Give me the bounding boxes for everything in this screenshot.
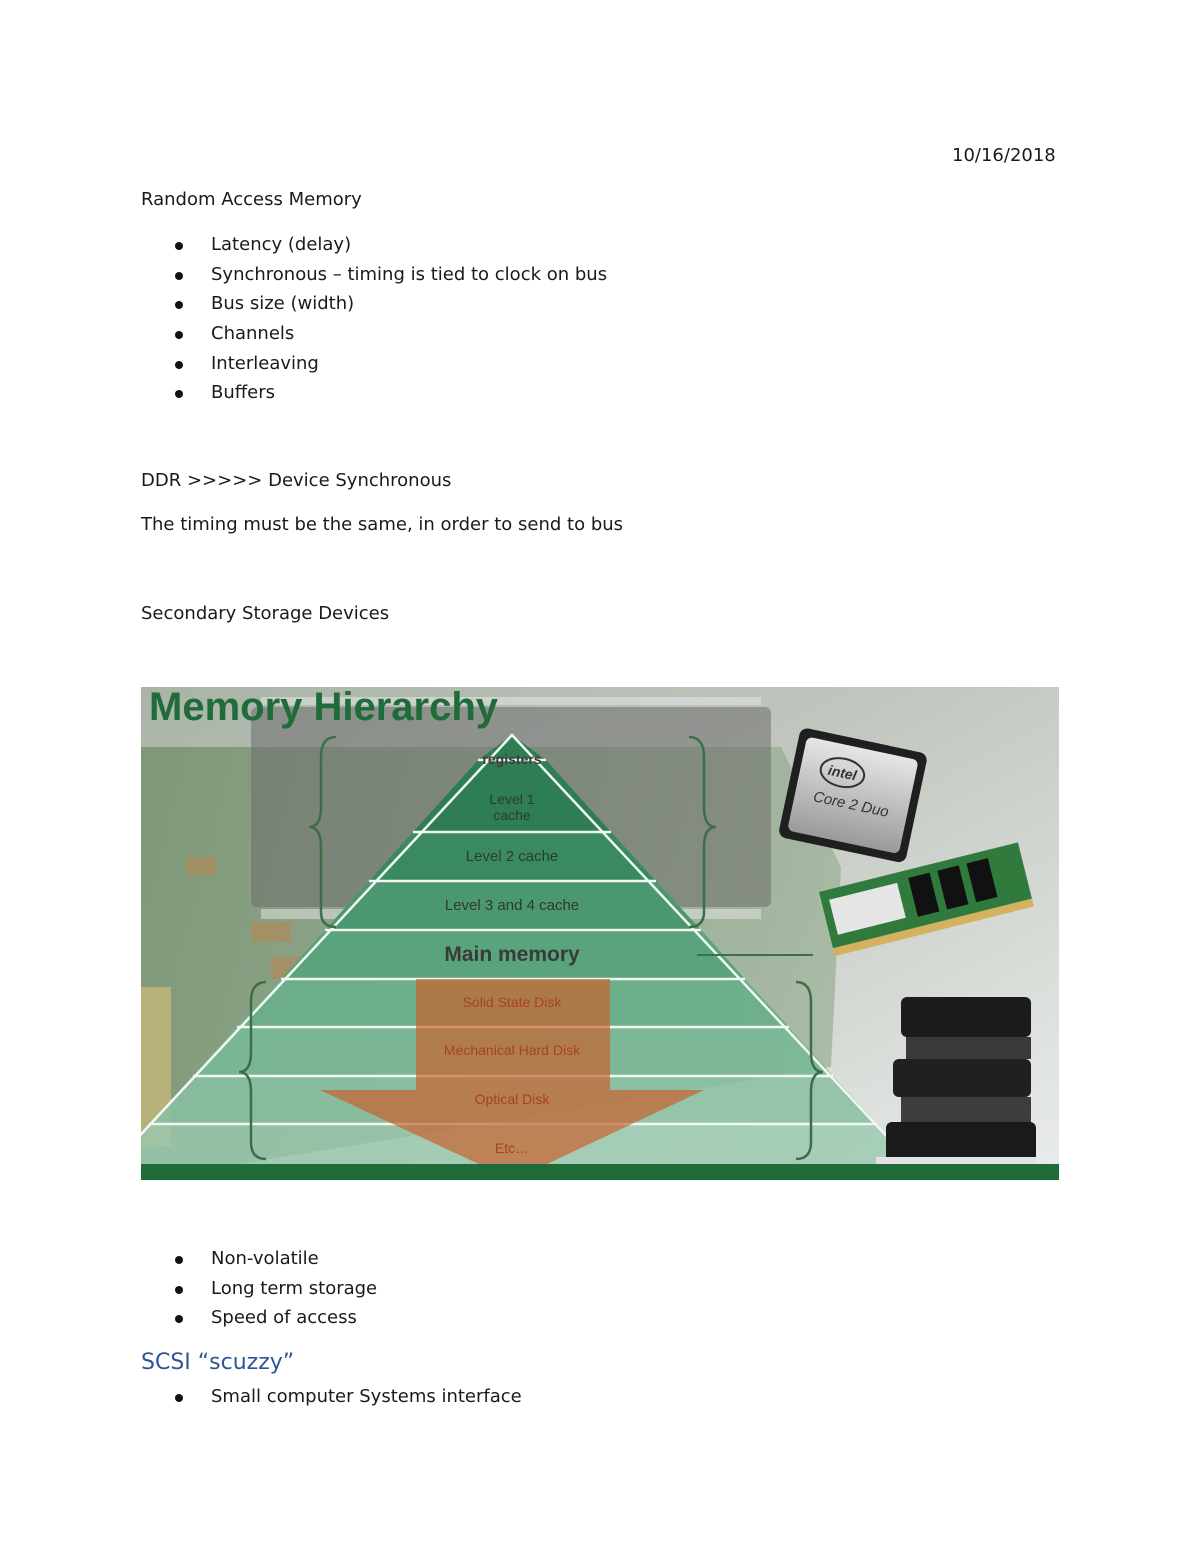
bullet-icon bbox=[175, 1315, 183, 1323]
label-level-2-cache: Level 2 cache bbox=[465, 848, 559, 865]
list-item: Synchronous – timing is tied to clock on bus bbox=[140, 260, 607, 290]
bullet-icon bbox=[175, 272, 183, 280]
timing-line: The timing must be the same, in order to send to bus bbox=[141, 514, 624, 535]
label-optical: Optical Disk bbox=[474, 1091, 550, 1107]
heading-scsi: SCSI “scuzzy” bbox=[141, 1350, 295, 1375]
list-item: Latency (delay) bbox=[140, 230, 607, 260]
bullet-icon bbox=[175, 361, 183, 369]
heading-secondary-storage: Secondary Storage Devices bbox=[141, 603, 390, 624]
list-item: Non-volatile bbox=[140, 1244, 377, 1274]
ddr-line: DDR >>>>> Device Synchronous bbox=[141, 470, 452, 491]
label-hdd: Mechanical Hard Disk bbox=[443, 1042, 581, 1058]
label-level-1: Level 1 bbox=[489, 791, 535, 807]
bullet-icon bbox=[175, 331, 183, 339]
list-item: Long term storage bbox=[140, 1274, 377, 1304]
document-date: 10/16/2018 bbox=[952, 145, 1056, 166]
cpu-logo-text: intel bbox=[826, 761, 859, 784]
list-item: Small computer Systems interface bbox=[140, 1382, 522, 1412]
storage-bullet-list bbox=[140, 1244, 377, 1333]
label-main-memory: Main memory bbox=[444, 943, 580, 966]
label-level-3-4-cache: Level 3 and 4 cache bbox=[444, 897, 580, 914]
list-item: Interleaving bbox=[140, 349, 607, 379]
scsi-bullet-list bbox=[140, 1382, 522, 1412]
label-registers: registers bbox=[482, 751, 542, 767]
list-item: Speed of access bbox=[140, 1303, 377, 1333]
list-item: Bus size (width) bbox=[140, 289, 607, 319]
list-item: Channels bbox=[140, 319, 607, 349]
figure-footer-bar bbox=[141, 1164, 1059, 1180]
label-etc: Etc… bbox=[494, 1140, 530, 1156]
list-item: Buffers bbox=[140, 378, 607, 408]
bullet-icon bbox=[175, 1256, 183, 1264]
ram-bullet-list bbox=[140, 230, 607, 408]
memory-hierarchy-image bbox=[141, 687, 1059, 1180]
heading-random-access-memory: Random Access Memory bbox=[141, 189, 362, 210]
bullet-icon bbox=[175, 301, 183, 309]
bullet-icon bbox=[175, 390, 183, 398]
bullet-icon bbox=[175, 242, 183, 250]
label-cache: cache bbox=[493, 807, 531, 823]
cpu-model-text: Core 2 Duo bbox=[811, 788, 891, 821]
bullet-icon bbox=[175, 1394, 183, 1402]
label-ssd: Solid State Disk bbox=[462, 994, 562, 1010]
figure-title: Memory Hierarchy bbox=[149, 687, 499, 729]
bullet-icon bbox=[175, 1286, 183, 1294]
